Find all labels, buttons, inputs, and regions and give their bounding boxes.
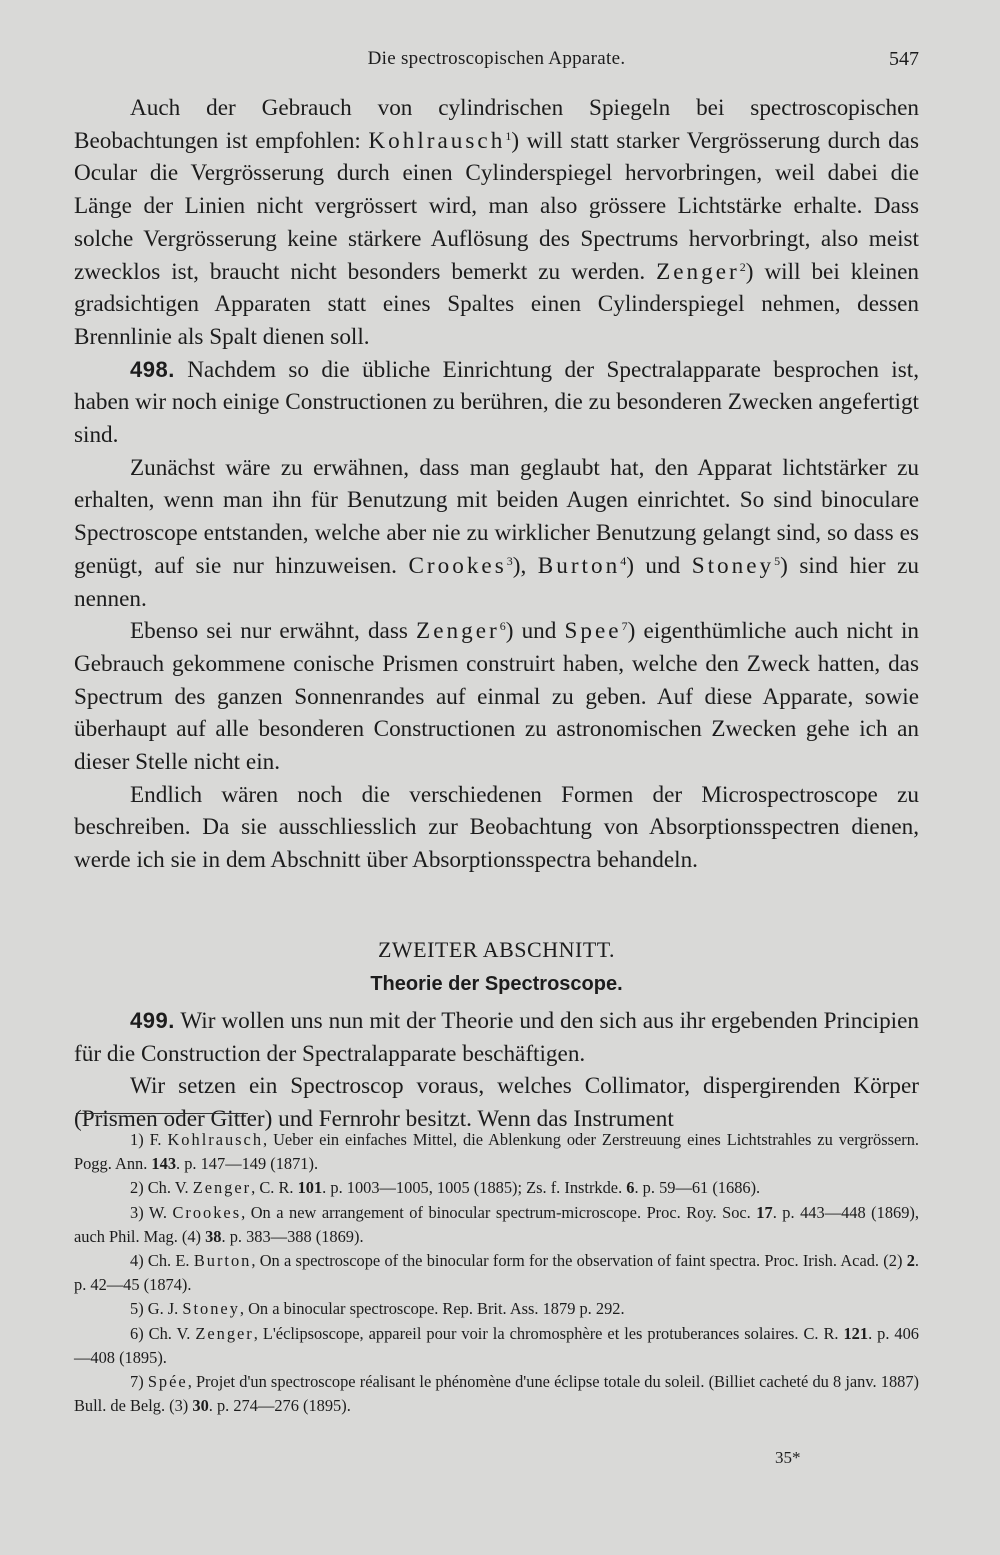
text-run: ), bbox=[512, 552, 538, 579]
section-number: 499. bbox=[130, 1007, 175, 1033]
footnote-ref: 2 bbox=[739, 259, 746, 274]
volume-number: 38 bbox=[205, 1226, 222, 1246]
footnote bbox=[74, 1176, 919, 1200]
volume-number: 143 bbox=[151, 1154, 177, 1174]
text-run: Auch der Gebrauch von cylindrischen Spiegeln bei spectroscopischen Beobachtungen ist empfohlen: bbox=[74, 95, 919, 154]
text-run: ) und bbox=[505, 618, 565, 645]
section-number: 498. bbox=[130, 356, 175, 382]
page-number: 547 bbox=[889, 48, 919, 70]
author-name: Spée bbox=[147, 1372, 188, 1392]
volume-number: 101 bbox=[297, 1178, 323, 1198]
footnote-ref: 6 bbox=[499, 619, 506, 634]
text-run: . p. 406—408 (1895). bbox=[74, 1323, 919, 1367]
footnote-ref: 7 bbox=[621, 619, 628, 634]
text-run: 2) Ch. V. bbox=[130, 1178, 193, 1198]
paragraph bbox=[74, 452, 919, 616]
footnotes bbox=[74, 1128, 919, 1418]
text-run: 5) G. J. bbox=[130, 1299, 183, 1319]
text-run: 3) W. bbox=[130, 1202, 173, 1222]
volume-number: 2 bbox=[906, 1251, 915, 1271]
text-run: ) will bei kleinen gradsichtigen Apparaten statt eines Spaltes einen Cylinderspiegel nehmen, dessen Brennlinie als Spalt dienen soll. bbox=[74, 258, 919, 350]
paragraph bbox=[74, 1005, 919, 1070]
text-run: 6) Ch. V. bbox=[130, 1323, 196, 1343]
text-run: , Projet d'un spectroscope réalisant le phénomène d'une éclipse totale du soleil. (Billiet cacheté du 8 janv. 1887) Bull. de Belg. (3) bbox=[74, 1372, 919, 1416]
page-header bbox=[74, 48, 919, 78]
footnote-ref: 4 bbox=[620, 553, 627, 568]
running-head: Die spectroscopischen Apparate. bbox=[367, 48, 626, 69]
text-run: . p. 383—388 (1869). bbox=[221, 1226, 364, 1246]
paragraph bbox=[74, 615, 919, 779]
text-run: 4) Ch. E. bbox=[130, 1251, 194, 1271]
text-run: ) will statt starker Vergrösserung durch das Ocular die Vergrösserung durch einen Cylinderspiegel hervorbringen, weil dabei die Länge der Linien nicht vergrössert wird, man also grössere Lichtstärke erhalte. Dass solche Vergrösserung keine stärkere Auflösung des Spectrums hervorbringt, also meist zwecklos ist, braucht nicht besonders bemerkt zu werden. bbox=[74, 127, 919, 285]
author-name: Kohlrausch bbox=[368, 127, 506, 154]
text-run: ) eigenthümliche auch nicht in Gebrauch gekommene conische Prismen construirt haben, welche den Zweck hatten, das Spectrum des ganzen Sonnenrandes auf einmal zu geben. Auf diese Apparate, sowie überhaupt auf alle besonderen Constructionen zu astronomischen Zwecken gehe ich an dieser Stelle nicht ein. bbox=[74, 618, 919, 776]
text-run: , On a binocular spectroscope. Rep. Brit. Ass. 1879 p. 292. bbox=[239, 1299, 625, 1319]
author-name: Stoney bbox=[182, 1299, 240, 1319]
footnote-ref: 5 bbox=[774, 553, 781, 568]
author-name: Burton bbox=[193, 1251, 252, 1271]
text-run: . p. 443—448 (1869), auch Phil. Mag. (4) bbox=[74, 1202, 919, 1246]
text-run: ) und bbox=[626, 552, 692, 579]
footnote bbox=[74, 1201, 919, 1249]
author-name: Crookes bbox=[408, 552, 507, 579]
text-run: , On a new arrangement of binocular spectrum-microscope. Proc. Roy. Soc. bbox=[241, 1202, 757, 1222]
author-name: Crookes bbox=[172, 1202, 242, 1222]
text-run: Zunächst wäre zu erwähnen, dass man geglaubt hat, den Apparat lichtstärker zu erhalten, wenn man ihn für Benutzung mit beiden Augen einrichtet. So sind binoculare Spectroscope entstanden, welche aber nie zu wirklicher Benutzung gelangt sind, so dass es genügt, auf sie nur hinzuweisen. bbox=[74, 454, 919, 579]
text-run: , C. R. bbox=[251, 1178, 298, 1198]
section-heading: ZWEITER ABSCHNITT. bbox=[377, 936, 616, 962]
text-run: . p. 42—45 (1874). bbox=[74, 1251, 919, 1295]
text-run: Wir wollen uns nun mit der Theorie und den sich aus ihr ergebenden Principien für die Construction der Spectralapparate beschäftigen. bbox=[74, 1007, 919, 1067]
text-run: 7) bbox=[130, 1372, 148, 1392]
text-run: , On a spectroscope of the binocular form for the observation of faint spectra. Proc. Irish. Acad. (2) bbox=[251, 1251, 907, 1271]
author-name: Spee bbox=[564, 618, 622, 645]
paragraph bbox=[74, 92, 919, 354]
volume-number: 17 bbox=[756, 1202, 773, 1222]
author-name: Kohlrausch bbox=[167, 1130, 264, 1149]
footnote-divider bbox=[76, 1113, 248, 1114]
author-name: Zenger bbox=[195, 1323, 254, 1343]
author-name: Stoney bbox=[691, 552, 775, 579]
text-run: . p. 274—276 (1895). bbox=[208, 1396, 351, 1416]
volume-number: 30 bbox=[192, 1396, 209, 1416]
text-run: . p. 59—61 (1686). bbox=[634, 1178, 761, 1198]
author-name: Zenger bbox=[656, 258, 740, 285]
paragraph: Endlich wären noch die verschiedenen Formen der Microspectroscope zu beschreiben. Da sie ausschliesslich zur Beobachtung von Absorptionsspectren dienen, werde ich sie in dem Abschnitt über Absorptionsspectra behandeln. bbox=[74, 781, 919, 874]
footnote-ref: 1 bbox=[505, 128, 512, 143]
author-name: Zenger bbox=[416, 618, 500, 645]
text-run: 1) F. bbox=[130, 1130, 168, 1149]
footnote-ref: 3 bbox=[506, 553, 513, 568]
text-run: ) sind hier zu nennen. bbox=[74, 552, 919, 612]
author-name: Burton bbox=[537, 552, 621, 579]
text-run: , Ueber ein einfaches Mittel, die Ablenkung oder Zerstreuung eines Lichtstrahles zu vergrössern. Pogg. Ann. bbox=[74, 1130, 919, 1174]
footnote bbox=[74, 1249, 919, 1297]
section-title: Theorie der Spectroscope. bbox=[370, 972, 623, 995]
text-run: Nachdem so die übliche Einrichtung der Spectralapparate besprochen ist, haben wir noch einige Constructionen zu berühren, die zu besonderen Zwecken angefertigt sind. bbox=[74, 356, 919, 449]
footnote bbox=[74, 1128, 919, 1176]
text-run: . p. 147—149 (1871). bbox=[176, 1154, 319, 1174]
text-run: , L'éclipsoscope, appareil pour voir la chromosphère et les protuberances solaires. C. R. bbox=[253, 1323, 844, 1343]
footnote bbox=[74, 1297, 919, 1321]
text-run: Ebenso sei nur erwähnt, dass bbox=[130, 618, 417, 645]
text-run: . p. 1003—1005, 1005 (1885); Zs. f. Instrkde. bbox=[322, 1178, 627, 1198]
author-name: Zenger bbox=[192, 1178, 252, 1198]
paragraph: Wir setzen ein Spectroscop voraus, welches Collimator, dispergirenden Körper (Prismen oder Gitter) und Fernrohr besitzt. Wenn das Instrument bbox=[74, 1073, 919, 1132]
signature-mark: 35* bbox=[775, 1448, 801, 1467]
paragraph bbox=[74, 354, 919, 452]
volume-number: 6 bbox=[626, 1178, 635, 1198]
volume-number: 121 bbox=[843, 1323, 869, 1343]
footnote bbox=[74, 1322, 919, 1370]
footnote bbox=[74, 1370, 919, 1418]
main-text bbox=[74, 92, 919, 1136]
